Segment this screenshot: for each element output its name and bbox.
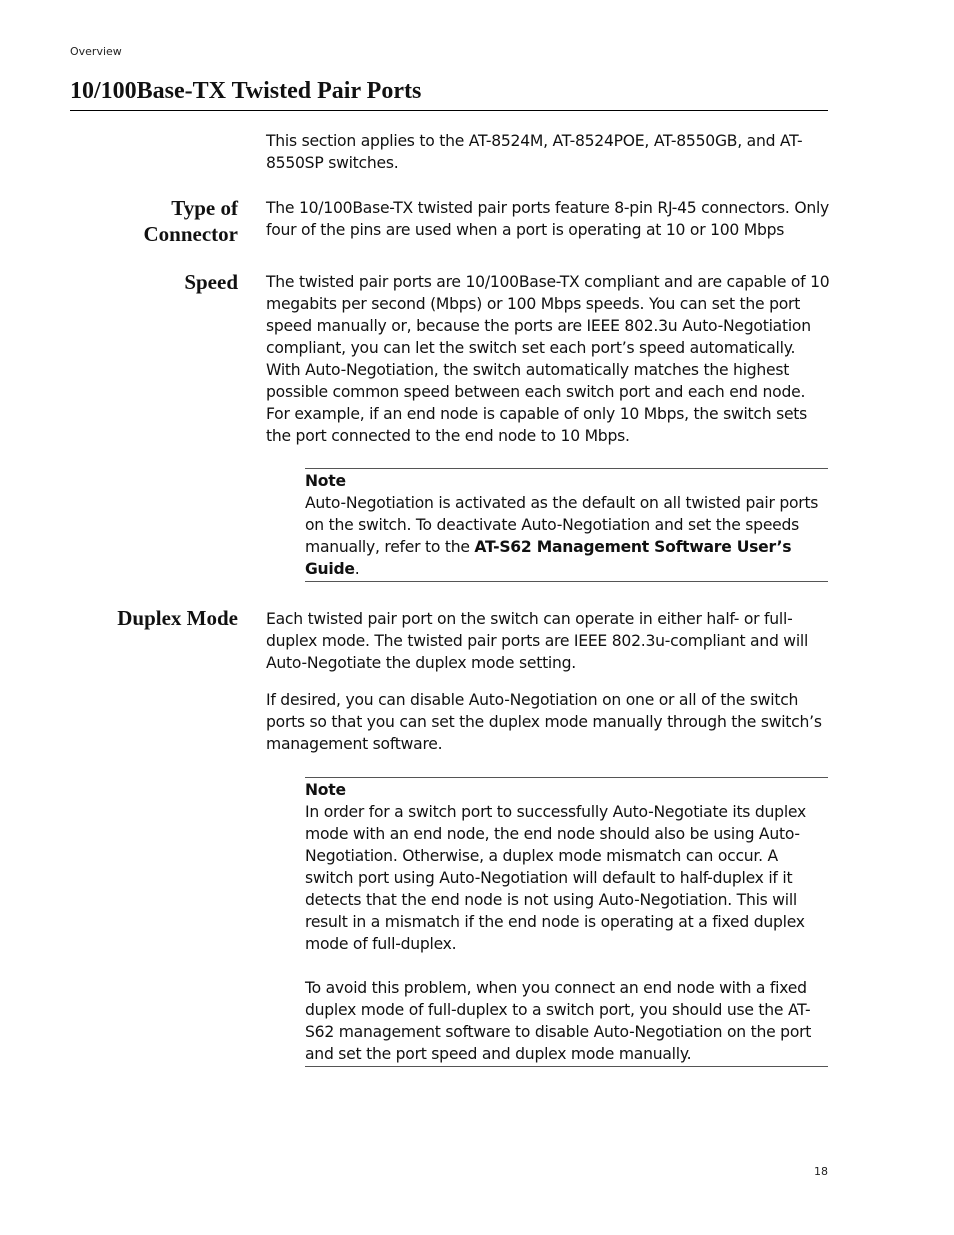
speed-note-label: Note — [305, 472, 346, 490]
speed-heading: Speed — [184, 270, 238, 294]
speed-note — [305, 468, 828, 582]
speed-note-text-before: Auto-Negotiation is activated as the default on all twisted pair ports on the switch. To deactivate Auto-Negotiation and set the speeds manually, refer to the — [305, 494, 819, 556]
duplex-note-label: Note — [305, 781, 346, 799]
duplex-paragraph-1: Each twisted pair port on the switch can operate in either half- or full-duplex mode. The twisted pair ports are IEEE 802.3u-compliant and will Auto-Negotiate the duplex mode setting. — [266, 610, 809, 672]
speed-paragraph: The twisted pair ports are 10/100Base-TX compliant and are capable of 10 megabits per second (Mbps) or 100 Mbps speeds. You can set the port speed manually or, because the ports are IEEE 802.3u Auto-Negotiation compliant, you can let the switch set each port’s speed automatically. With Auto-Negotiation, the switch automatically matches the highest possible common speed between each switch port and each end node. For example, if an end node is capable of only 10 Mbps, the switch sets the port connected to the end node to 10 Mbps. — [266, 273, 830, 445]
page-title: 10/100Base-TX Twisted Pair Ports — [70, 76, 828, 111]
speed-note-text — [305, 492, 828, 580]
duplex-paragraph-2: If desired, you can disable Auto-Negotiation on one or all of the switch ports so that you can set the duplex mode manually through the switch’s management software. — [266, 691, 822, 753]
connector-heading — [48, 195, 238, 247]
connector-heading-line1: Type of — [171, 196, 238, 220]
duplex-note-paragraph-2: To avoid this problem, when you connect an end node with a fixed duplex mode of full-duplex to a switch port, you should use the AT-S62 management software to disable Auto-Negotiation on the port and set the port speed and duplex mode manually. — [305, 979, 812, 1063]
running-head: Overview — [70, 45, 122, 58]
connector-heading-line2: Connector — [143, 222, 238, 246]
duplex-heading: Duplex Mode — [117, 606, 238, 630]
connector-paragraph: The 10/100Base-TX twisted pair ports feature 8-pin RJ-45 connectors. Only four of the pins are used when a port is operating at 10 or 100 Mbps — [266, 199, 830, 239]
page-number: 18 — [814, 1165, 828, 1178]
intro-paragraph: This section applies to the AT-8524M, AT-8524POE, AT-8550GB, and AT-8550SP switches. — [266, 132, 803, 172]
duplex-note-paragraph-1: In order for a switch port to successfully Auto-Negotiate its duplex mode with an end node, the end node should also be using Auto-Negotiation. Otherwise, a duplex mode mismatch can occur. A switch port using Auto-Negotiation will default to half-duplex if it detects that the end node is not using Auto-Negotiation. This will result in a mismatch if the end node is operating at a fixed duplex mode of full-duplex. — [305, 803, 806, 953]
speed-note-text-after: . — [354, 560, 360, 578]
speed-note-guide-reference: AT-S62 Management Software User’s Guide — [305, 538, 792, 578]
duplex-note — [305, 777, 828, 1067]
